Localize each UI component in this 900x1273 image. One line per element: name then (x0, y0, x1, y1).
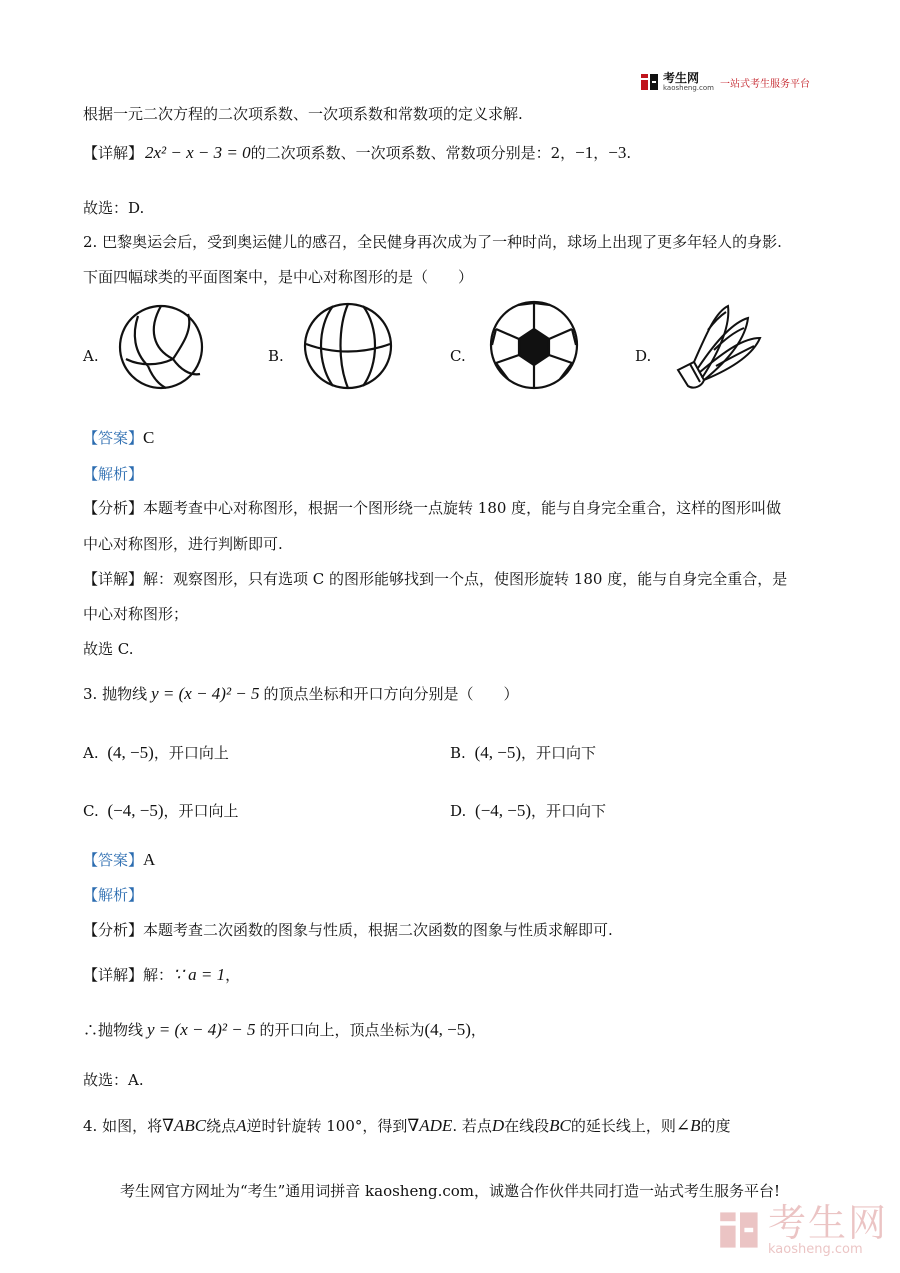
q3-detail-line1 (83, 965, 240, 985)
q3-analysis-line (83, 920, 613, 940)
answer-tag: 【答案】 (83, 429, 144, 447)
q4-text-6: 的延长线上，则 (570, 1117, 676, 1135)
watermark (718, 1203, 888, 1257)
q2-analysis-line1 (83, 498, 781, 518)
q4-text-2: 绕点 (206, 1117, 237, 1135)
watermark-logo-icon (718, 1208, 762, 1252)
q2-answer: C (143, 428, 155, 447)
q2-analysis-text1: 本题考查中心对称图形，根据一个图形绕一点旋转 180 度，能与自身完全重合，这样的图形叫做 (143, 499, 782, 517)
q3-analysis-tag: 【解析】 (83, 886, 144, 904)
q3-detail-math: ∵ a = 1 (173, 965, 226, 984)
q1-coef-c: −3 (608, 143, 627, 162)
q3-option-d-label: D. (450, 802, 467, 820)
q3-num: 3. 抛物线 (83, 685, 148, 703)
q2-detail-line1 (83, 569, 787, 589)
q2-detail-line2: 中心对称图形； (83, 605, 189, 623)
q1-detail-text: 的二次项系数、一次项系数、常数项分别是：2， (250, 144, 576, 162)
q3-detail-post: ， (225, 966, 241, 984)
page-footer: 考生网官方网址为“考生”通用词拼音 kaosheng.com，诚邀合作伙伴共同打造一站式考生服务平台! (119, 1182, 781, 1200)
q2-answer-line (83, 428, 154, 448)
analysis-label: 【分析】 (83, 921, 144, 939)
detail-tag: 【详解】 (83, 966, 144, 984)
detail-tag: 【详解】 (83, 144, 144, 162)
q4-point-a: A (236, 1116, 247, 1135)
q3-option-a-text: ，开口向上 (153, 744, 229, 762)
q1-end: . (626, 144, 632, 162)
brand-slogan: 一站式考生服务平台 (719, 78, 810, 90)
q4-text-5: 在线段 (504, 1117, 550, 1135)
volleyball-icon (118, 304, 204, 390)
q3-detail-line2 (83, 1020, 486, 1040)
q1-sep: ， (593, 144, 609, 162)
q2-option-b-label: B. (268, 347, 284, 365)
q4-text-4: . 若点 (452, 1117, 492, 1135)
q3-stem-rest: 的顶点坐标和开口方向分别是（ ） (263, 685, 519, 703)
analysis-label: 【分析】 (83, 499, 144, 517)
q3-answer: A (143, 850, 156, 869)
q3-detail2-pre: ∴抛物线 (83, 1021, 144, 1039)
q3-analysis-text: 本题考查二次函数的图象与性质，根据二次函数的图象与性质求解即可. (143, 921, 613, 939)
detail-tag: 【详解】 (83, 570, 144, 588)
q3-option-a-label: A. (83, 744, 99, 762)
header-logo (640, 72, 810, 92)
shuttlecock-icon (668, 300, 768, 392)
q4-text-7: 的度 (700, 1117, 731, 1135)
q3-option-a (83, 742, 229, 763)
watermark-domain: kaosheng.com (768, 1242, 863, 1257)
q3-option-c-text: ，开口向上 (163, 802, 239, 820)
q4-text-3: 逆时针旋转 100°，得到 (246, 1117, 408, 1135)
q1-detail-line (83, 143, 631, 163)
q2-option-d-label: D. (635, 347, 652, 365)
q4-triangle-ade: ∇ADE (407, 1116, 453, 1135)
q3-option-c (83, 800, 239, 821)
brand-name: 考生网 (663, 71, 700, 85)
q1-choose: 故选：D. (83, 199, 145, 217)
q4-segment-bc: BC (549, 1116, 571, 1135)
q2-detail-text1: 解：观察图形，只有选项 C 的图形能够找到一个点，使图形旋转 180 度，能与自身完全重合，是 (143, 570, 788, 588)
q3-detail2-function: y = (x − 4)² − 5 (147, 1020, 256, 1039)
brand-domain: kaosheng.com (663, 84, 714, 92)
q3-option-b-label: B. (450, 744, 466, 762)
q3-detail2-point: (4, −5) (424, 1020, 471, 1039)
q3-option-b-text: ，开口向下 (521, 744, 597, 762)
q3-option-d (450, 800, 606, 821)
watermark-text: 考生网 (768, 1201, 889, 1245)
q1-coef-b: −1 (575, 143, 594, 162)
q3-answer-line (83, 850, 155, 870)
kaosheng-logo-icon (640, 72, 660, 92)
q2-analysis-tag: 【解析】 (83, 465, 144, 483)
soccer-ball-icon (488, 299, 580, 391)
q4-text-1: 4. 如图，将 (83, 1117, 163, 1135)
q4-point-d: D (491, 1116, 505, 1135)
q2-option-c-label: C. (450, 347, 466, 365)
q3-option-d-point: (−4, −5) (475, 801, 532, 820)
q3-option-b (450, 742, 596, 763)
q2-option-a-label: A. (83, 347, 99, 365)
q3-option-d-text: ，开口向下 (531, 802, 607, 820)
q3-detail2-mid: 的开口向上，顶点坐标为 (259, 1021, 425, 1039)
q4-triangle-abc: ∇ABC (162, 1116, 207, 1135)
q4-angle-b: ∠B (675, 1116, 701, 1135)
answer-tag: 【答案】 (83, 851, 144, 869)
q2-choose: 故选 C. (83, 640, 134, 658)
q2-stem-line1: 2. 巴黎奥运会后，受到奥运健儿的感召，全民健身再次成为了一种时尚，球场上出现了更多年轻人的身影. (83, 233, 782, 251)
q3-option-a-point: (4, −5) (107, 743, 154, 762)
q3-option-c-point: (−4, −5) (107, 801, 164, 820)
q3-function: y = (x − 4)² − 5 (151, 684, 260, 703)
q1-method-line: 根据一元二次方程的二次项系数、一次项系数和常数项的定义求解. (83, 105, 523, 123)
q3-stem (83, 684, 519, 704)
q3-option-c-label: C. (83, 802, 99, 820)
q3-choose: 故选：A. (83, 1071, 144, 1089)
q2-analysis-line2: 中心对称图形，进行判断即可. (83, 535, 283, 553)
q1-equation: 2x² − x − 3 = 0 (145, 143, 251, 162)
q4-stem (83, 1116, 731, 1136)
q3-detail2-end: ， (470, 1021, 486, 1039)
basketball-icon (303, 302, 393, 390)
q3-option-b-point: (4, −5) (474, 743, 521, 762)
q3-detail-pre: 解： (143, 966, 174, 984)
q2-stem-line2: 下面四幅球类的平面图案中，是中心对称图形的是（ ） (83, 268, 474, 286)
